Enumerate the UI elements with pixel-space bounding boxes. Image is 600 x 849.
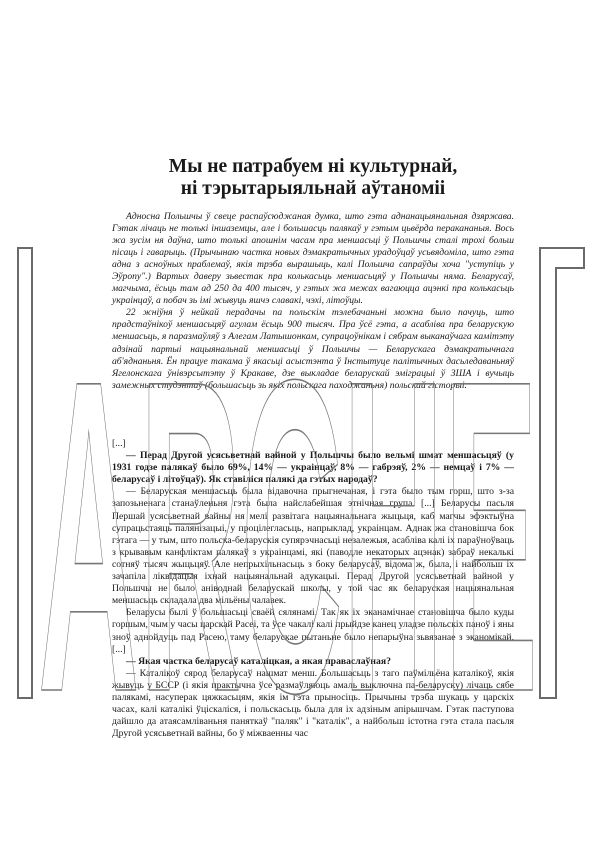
article-title-line-1: Мы не патрабуем ні культурнай, — [168, 156, 458, 177]
article-title — [112, 156, 514, 200]
lead-paragraph: Адносна Польшчы ў свеце распаўсюджаная думка, што гэта аднанацыянальная дзяржава. Гэтак лічаць не толькі іншаземцы, але і большасць палякаў у гэтым цьвёрда перакананыя. Вось жа зусім ня даўна, што толькі апошнім часам пра меншасьці ў Польшчы сталі трохі больш пісаць і гаварыць. (Прычынаю частка новых дэмакратычных урадоўцаў усьвядоміла, што гэта адна з асноўных праблемаў, якія трэба вырашыць, калі Польшча сапраўды хоча "уступіць у Эўропу".) Вартых даверу зьвестак пра колькасьць меншасьцяў у Польшчы няма. Беларусаў, магчыма, ёсьць там ад 250 да 400 тысяч, у гэтых жа межах вагаюцца ацэнкі пра колькасьць украінцаў, а побач зь імі жывуць яшчэ славакі, чэхі, літоўцы. — [112, 211, 514, 307]
interview-question: — Якая частка беларусаў каталіцкая, а якая праваслаўная? — [126, 655, 391, 667]
article-lead — [112, 211, 514, 392]
article-body — [112, 438, 514, 740]
lead-paragraph: 22 жніўня ў нейкай перадачы па польскім тэлебачаньні можна было пачуць, што прадстаўнікоў меншасьцяў агулам ёсьць 900 тысяч. Пра ўсё гэта, а асабліва пра беларускую меншасьць, я паразмаўляў з Алегам Латышонкам, супрацоўнікам і сябрам выканаўчага камітэту адзінай партыі нацыянальнай меншасьці ў Польшчы — Беларускага дэмакратычнага аб'яднаньня. Ён працуе такама ў якасьці асыстэнта ў Інстытуце палітычных дасьледаваньняў Ягелонскага ўнівэрсытэту ў Кракаве, дзе выкладае беларускай эміграцыі ў ЗША і вучыць замежных студэнтаў (большасьць зь якіх польскага паходжаньня) польскай гісторыі. — [112, 307, 514, 391]
interview-question: — Перад Другой усясьветнай вайной у Польшчы было вельмі шмат меншасьцяў (у 1931 годзе палякаў было 69%, 14% — украінцаў, 8% — габрэяў, 2% — немцаў і 7% — беларусаў і літоўцаў). Як ставіліся палякі да гэтых народаў? — [112, 450, 514, 486]
ellipsis-marker: [...] — [112, 438, 126, 449]
watermark-left-bar — [18, 248, 32, 698]
article-title-line-2: ні тэрытарыяльнай аўтаноміі — [180, 178, 446, 199]
interview-answer: — Каталікоў сярод беларусаў нашмат менш. Большасьць з таго паўмільёна каталікоў, якія жывуць у БССР (і якія практычна ўсе размаўляюць амаль выключна па-беларуску) лічаць сябе палякамі, насуперак цяжкасьцям, якія ім гэта прыносіць. Прычыны трэба шукаць у царскіх часах, калі каталікі ўціскаліся, і польскасьць была для іх адзіным апірышчам. Гэтак паступова дайшло да атаясамліваньня паняткаў "паляк" і "каталік", а найбольш істотна гэта стала пасьля Другой усясьветнай вайны, бо ў міжваенны час — [112, 667, 514, 740]
watermark-text: ARCHE — [38, 288, 538, 785]
interview-answer: Беларусы былі ў большасьці сваёй сялянамі. Так як іх эканамічнае становішча было куды горшым, чым у часы царскай Расеі, та ўсе чакалі калі прыйдзе канец уладзе польскіх паноў і яны зноў аднойдуць пад Расею, таму беларускае пытаньне было непарыўна зьвязанае з эканомікай. [...] — [112, 607, 514, 655]
watermark-right-bracket — [540, 248, 584, 698]
interview-answer: — Беларуская меншасьць была відавочна прыгнечаная, і гэта было тым горш, што з-за запозьненага станаўленьня гэта была найслабейшая этнічная група. [...] Беларусы пасьля Першай усясьветнай вайны ня мелі развітага нацыянальнага жыцьця, каб магчы эфэктыўна супрацьстаяць палянізацыі, у процілегласьць, напрыклад, украінцам. Аднак жа становішча бок гэтага — у тым, што польска-беларускія супярэчнасьці незалежыя, асабліва калі іх параўноўваць з крывавым канфліктам палякаў з украінцамі, які (паводле некаторых ацэнак) забраў некалькі сотняў тысяч жыцьцяў. Але непрыхільнасьць з боку беларусаў, відома ж, была, і найбольш іх зачапіла ліквідацыя іхнай нацыянальнай адукацыі. Перад Другой усясьветнай вайной у Польшчы не было аніводнай беларускай школы, у той час як беларуская нацыянальная меншасьць складала два мільёны чалавек. — [112, 486, 514, 607]
